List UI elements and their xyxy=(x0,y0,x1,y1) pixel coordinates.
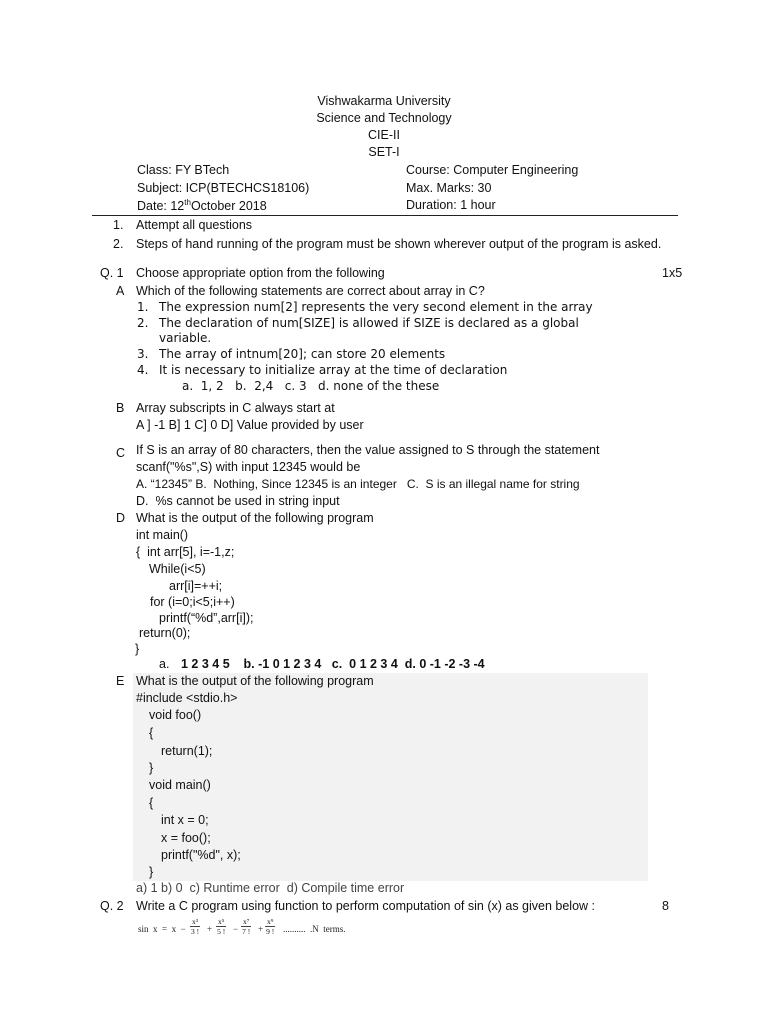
list-number: 1. xyxy=(137,300,149,314)
subquestion-label: B xyxy=(116,401,125,415)
formula-term xyxy=(265,917,275,936)
formula-numerator: x⁹ xyxy=(267,917,274,926)
answer-option-prefix: a. xyxy=(159,657,170,671)
answer-options: D. %s cannot be used in string input xyxy=(136,494,340,508)
formula-denominator: 9 ! xyxy=(266,927,275,936)
answer-options: A ] -1 B] 1 C] 0 D] Value provided by user xyxy=(136,418,364,432)
code-line: } xyxy=(135,642,140,656)
course-label: Course: Computer Engineering xyxy=(406,163,579,177)
subquestion-text: What is the output of the following program xyxy=(136,674,374,688)
question-text: Write a C program using function to perform computation of sin (x) as given below : xyxy=(136,899,596,913)
formula-numerator: x⁷ xyxy=(243,917,250,926)
code-line: arr[i]=++i; xyxy=(169,579,223,593)
code-line: printf("%d", x); xyxy=(161,848,241,862)
formula-sign: + xyxy=(258,924,264,934)
university-name: Vishwakarma University xyxy=(317,94,451,108)
subquestion-text: Array subscripts in C always start at xyxy=(136,401,335,415)
list-item: The expression num[2] represents the very second element in the array xyxy=(159,300,593,314)
list-number: 2. xyxy=(137,316,149,330)
exam-name: CIE-II xyxy=(368,128,400,142)
date-suffix: October 2018 xyxy=(190,199,267,214)
code-line: void foo() xyxy=(149,708,202,722)
list-item: The array of intnum[20]; can store 20 elements xyxy=(159,347,446,361)
formula-denominator: 3 ! xyxy=(190,927,200,936)
formula-term xyxy=(216,917,226,936)
list-item: variable. xyxy=(159,331,212,345)
question-title: Choose appropriate option from the following xyxy=(136,266,385,280)
formula-sign: + xyxy=(207,924,213,934)
subquestion-label: C xyxy=(116,446,126,460)
formula-tail: .......... .N terms. xyxy=(283,924,346,934)
code-line: } xyxy=(149,865,154,879)
instruction-number: 2. xyxy=(113,237,124,251)
code-line: return(1); xyxy=(161,744,213,758)
instruction-number: 1. xyxy=(113,218,124,232)
subquestion-label: D xyxy=(116,511,126,525)
formula-numerator: x³ xyxy=(192,917,198,926)
formula-sign: − xyxy=(233,924,239,934)
answer-options: 1 2 3 4 5 b. -1 0 1 2 3 4 c. 0 1 2 3 4 d. 0 -1 -2 -3 -4 xyxy=(181,657,485,671)
instruction-text: Attempt all questions xyxy=(136,218,253,232)
formula-term xyxy=(241,917,251,936)
code-line: return(0); xyxy=(139,626,191,640)
header-divider xyxy=(92,215,678,216)
code-line: for (i=0;i<5;i++) xyxy=(150,595,235,609)
code-line: #include <stdio.h> xyxy=(136,691,238,705)
duration-label: Duration: 1 hour xyxy=(406,198,496,212)
question-label: Q. 1 xyxy=(100,266,124,280)
instruction-text: Steps of hand running of the program must be shown wherever output of the program is asked. xyxy=(136,237,662,251)
date-prefix: Date: 12 xyxy=(137,199,185,214)
subquestion-text: What is the output of the following program xyxy=(136,511,374,525)
formula-term xyxy=(190,917,200,936)
subject-label: Subject: ICP(BTECHCS18106) xyxy=(137,181,310,195)
subquestion-text: scanf("%s",S) with input 12345 would be xyxy=(136,460,361,474)
date-label xyxy=(137,198,267,213)
question-label: Q. 2 xyxy=(100,899,124,913)
subquestion-label: E xyxy=(116,674,125,688)
code-line: void main() xyxy=(149,778,211,792)
class-label: Class: FY BTech xyxy=(137,163,230,177)
subquestion-text: If S is an array of 80 characters, then the value assigned to S through the statement xyxy=(136,443,600,457)
answer-options: a. 1, 2 b. 2,4 c. 3 d. none of the these xyxy=(182,379,440,393)
code-line: { xyxy=(149,726,154,740)
list-number: 3. xyxy=(137,347,149,361)
code-line: { xyxy=(149,796,154,810)
date-superscript: th xyxy=(184,198,191,207)
set-name: SET-I xyxy=(368,145,400,159)
subquestion-text: Which of the following statements are correct about array in C? xyxy=(136,284,485,298)
code-line: } xyxy=(149,761,154,775)
code-line: { int arr[5], i=-1,z; xyxy=(136,545,235,559)
list-item: The declaration of num[SIZE] is allowed if SIZE is declared as a global xyxy=(159,316,579,330)
answer-options: a) 1 b) 0 c) Runtime error d) Compile time error xyxy=(136,881,405,895)
formula-denominator: 7 ! xyxy=(242,927,251,936)
question-marks: 1x5 xyxy=(662,266,683,280)
code-line: x = foo(); xyxy=(161,831,211,845)
subquestion-label: A xyxy=(116,284,125,298)
answer-options: A. “12345” B. Nothing, Since 12345 is an integer C. S is an illegal name for string xyxy=(136,477,580,491)
code-line: int main() xyxy=(136,528,189,542)
code-line: int x = 0; xyxy=(161,813,209,827)
question-marks: 8 xyxy=(662,899,669,913)
code-line: While(i<5) xyxy=(149,562,206,576)
marks-label: Max. Marks: 30 xyxy=(406,181,492,195)
formula-lhs: sin x = x − xyxy=(138,924,186,934)
list-number: 4. xyxy=(137,363,149,377)
faculty-name: Science and Technology xyxy=(316,111,452,125)
list-item: It is necessary to initialize array at the time of declaration xyxy=(159,363,508,377)
formula-numerator: x⁵ xyxy=(218,917,225,926)
formula-denominator: 5 ! xyxy=(217,927,226,936)
code-line: printf(“%d”,arr[i]); xyxy=(159,611,254,625)
